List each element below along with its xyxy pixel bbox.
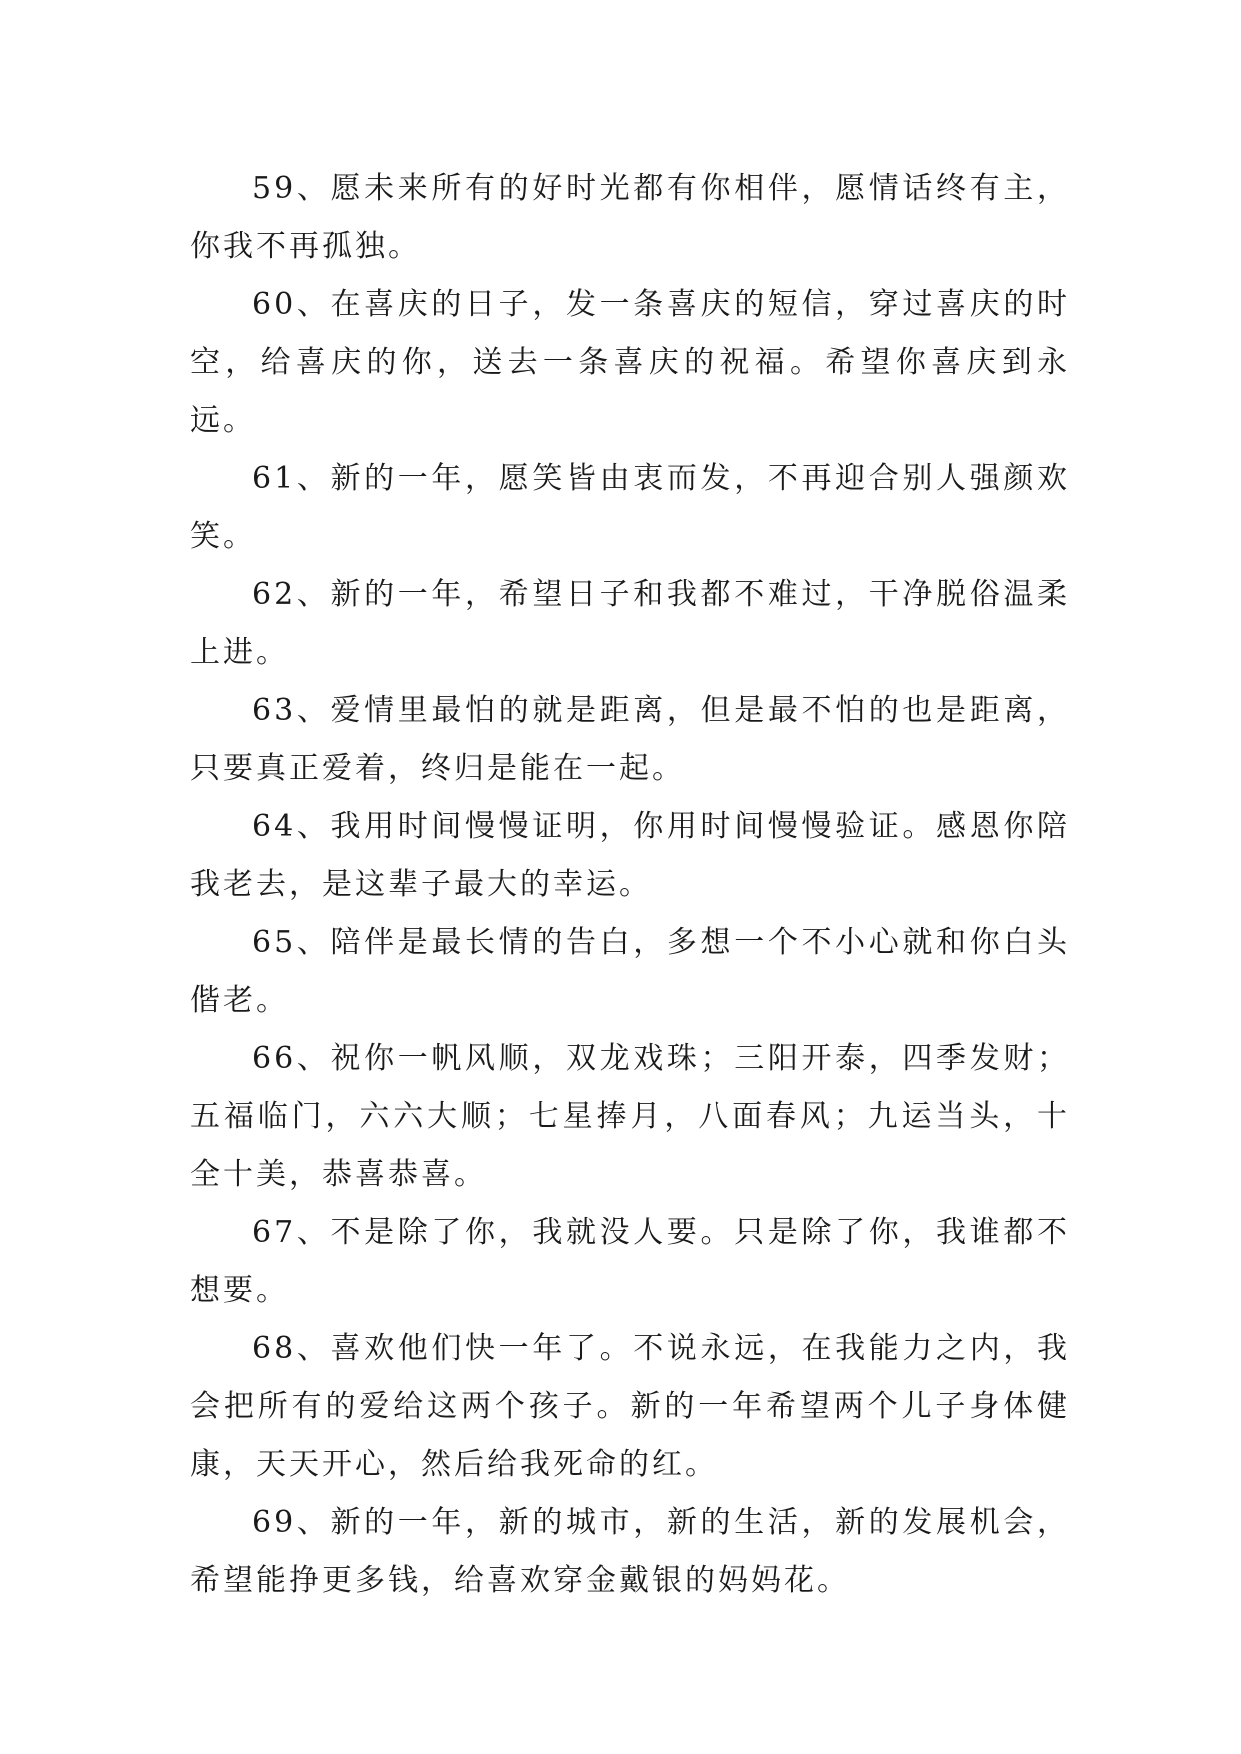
paragraph-64: 64、我用时间慢慢证明，你用时间慢慢验证。感恩你陪我老去，是这辈子最大的幸运。 <box>190 809 1070 902</box>
paragraph-66: 66、祝你一帆风顺，双龙戏珠；三阳开泰，四季发财；五福临门，六六大顺；七星捧月，八面春风；九运当头，十全十美，恭喜恭喜。 <box>190 1041 1070 1192</box>
paragraph-59: 59、愿未来所有的好时光都有你相伴，愿情话终有主，你我不再孤独。 <box>190 171 1070 264</box>
paragraph-63: 63、爱情里最怕的就是距离，但是最不怕的也是距离，只要真正爱着，终归是能在一起。 <box>190 693 1070 786</box>
paragraph-62: 62、新的一年，希望日子和我都不难过，干净脱俗温柔上进。 <box>190 577 1070 670</box>
document-body <box>190 160 1070 1610</box>
paragraph-61: 61、新的一年，愿笑皆由衷而发，不再迎合别人强颜欢笑。 <box>190 461 1070 554</box>
paragraph-69: 69、新的一年，新的城市，新的生活，新的发展机会，希望能挣更多钱，给喜欢穿金戴银的妈妈花。 <box>190 1505 1070 1598</box>
paragraph-60: 60、在喜庆的日子，发一条喜庆的短信，穿过喜庆的时空，给喜庆的你，送去一条喜庆的祝福。希望你喜庆到永远。 <box>190 287 1070 438</box>
paragraph-67: 67、不是除了你，我就没人要。只是除了你，我谁都不想要。 <box>190 1215 1070 1308</box>
paragraph-65: 65、陪伴是最长情的告白，多想一个不小心就和你白头偕老。 <box>190 925 1070 1018</box>
paragraph-68: 68、喜欢他们快一年了。不说永远，在我能力之内，我会把所有的爱给这两个孩子。新的一年希望两个儿子身体健康，天天开心，然后给我死命的红。 <box>190 1331 1070 1482</box>
